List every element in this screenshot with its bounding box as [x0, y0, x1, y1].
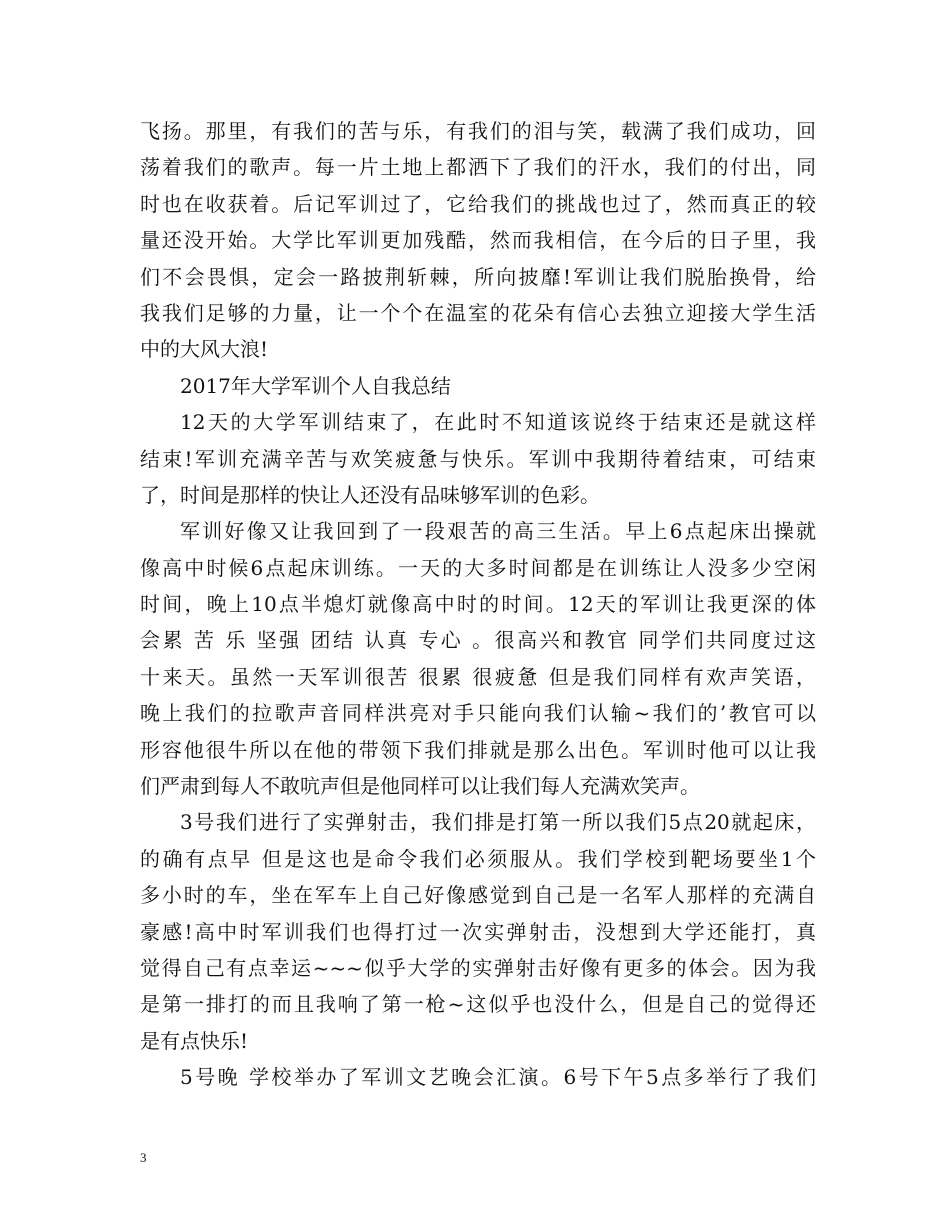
text-line: 多小时的车，坐在军车上自己好像感觉到自己是一名军人那样的充满自: [140, 883, 816, 908]
text-line: 荡着我们的歌声。每一片土地上都洒下了我们的汗水，我们的付出，同: [140, 155, 816, 180]
text-line: 觉得自己有点幸运~~~似乎大学的实弹射击好像有更多的体会。因为我: [140, 955, 816, 980]
text-line: 3号我们进行了实弹射击，我们排是打第一所以我们5点20就起床，: [180, 810, 816, 835]
text-line: 12天的大学军训结束了，在此时不知道该说终于结束还是就这样: [180, 410, 816, 435]
text-line: 们不会畏惧，定会一路披荆斩棘，所向披靡!军训让我们脱胎换骨，给: [140, 264, 816, 289]
text-line: 飞扬。那里，有我们的苦与乐，有我们的泪与笑，载满了我们成功，回: [140, 119, 816, 143]
text-line: 晚上我们的拉歌声音同样洪亮对手只能向我们认输~我们的’教官可以: [140, 701, 816, 726]
text-line: 时间，晚上10点半熄灯就像高中时的时间。12天的军训让我更深的体: [140, 592, 816, 617]
text-line: 2017年大学军训个人自我总结: [180, 373, 451, 398]
text-line: 时也在收获着。后记军训过了，它给我们的挑战也过了，然而真正的较: [140, 191, 816, 216]
text-line: 会累 苦 乐 坚强 团结 认真 专心 。很高兴和教官 同学们共同度过这: [140, 628, 816, 653]
text-line: 的确有点早 但是这也是命令我们必须服从。我们学校到靶场要坐1个: [140, 846, 816, 871]
text-line: 十来天。虽然一天军训很苦 很累 很疲惫 但是我们同样有欢声笑语，: [140, 664, 816, 689]
text-line: 了，时间是那样的快让人还没有品味够军训的色彩。: [140, 482, 600, 507]
body-text: [140, 113, 816, 1096]
text-line: 我我们足够的力量，让一个个在温室的花朵有信心去独立迎接大学生活: [140, 300, 816, 325]
text-line: 中的大风大浪!: [140, 337, 269, 362]
page-number: 3: [140, 1150, 147, 1165]
text-line: 们严肃到每人不敢吭声但是他同样可以让我们每人充满欢笑声。: [140, 774, 700, 799]
text-line: 5号晚 学校举办了军训文艺晚会汇演。6号下午5点多举行了我们: [180, 1065, 816, 1090]
text-line: 豪感!高中时军训我们也得打过一次实弹射击，没想到大学还能打，真: [140, 919, 816, 944]
text-line: 量还没开始。大学比军训更加残酷，然而我相信，在今后的日子里，我: [140, 228, 816, 253]
text-line: 结束!军训充满辛苦与欢笑疲惫与快乐。军训中我期待着结束，可结束: [140, 446, 816, 471]
text-line: 军训好像又让我回到了一段艰苦的高三生活。早上6点起床出操就: [180, 519, 816, 544]
text-line: 像高中时候6点起床训练。一天的大多时间都是在训练让人没多少空闲: [140, 555, 816, 580]
text-line: 是第一排打的而且我响了第一枪~这似乎也没什么，但是自己的觉得还: [140, 992, 816, 1017]
text-line: 是有点快乐!: [140, 1028, 249, 1053]
text-line: 形容他很牛所以在他的带领下我们排就是那么出色。军训时他可以让我: [140, 737, 816, 762]
